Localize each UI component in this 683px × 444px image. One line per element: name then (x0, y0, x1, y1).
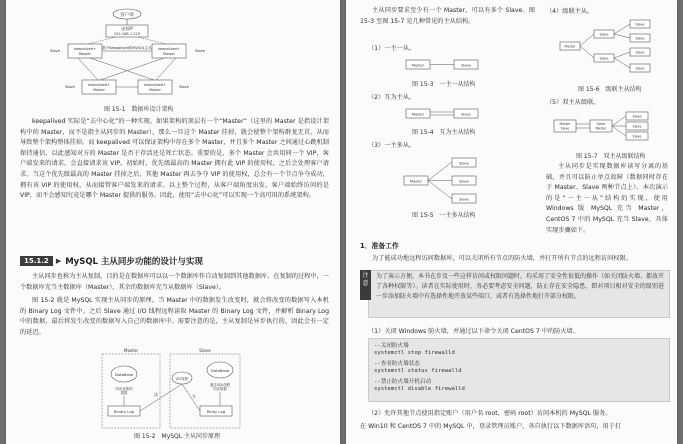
fig2-master-title: Master (123, 348, 139, 353)
svg-text:Slave: Slave (632, 124, 642, 129)
svg-text:Slave: Slave (599, 32, 609, 37)
fig1-vip-label: 虚拟IP (121, 26, 133, 31)
item-mutual-master-slave: （2）互为主从。 (368, 94, 416, 101)
svg-text:Slave: Slave (632, 134, 642, 139)
svg-text:Slave: Slave (65, 85, 75, 89)
svg-text:Master: Master (564, 44, 576, 49)
svg-text:Slave: Slave (599, 56, 609, 61)
fig2-slave-title: Slave (199, 348, 211, 353)
fig4-caption: 图 15-4 互为主从结构 (412, 129, 476, 136)
prep-text: 为了能成功地远程访问数据库，可以关闭所有节点的防火墙，并打开所有节点的远程访问权限。 (372, 255, 632, 262)
svg-text:Slave: Slave (195, 49, 205, 53)
item-dual-master-cascade: （5）双主从级联。 (546, 99, 600, 106)
svg-text:Slave: Slave (632, 114, 642, 119)
figure-15-5 (346, 152, 536, 212)
svg-text:Slave: Slave (596, 122, 606, 126)
svg-text:通过SQL线程: 通过SQL线程 (209, 383, 231, 387)
fig1-vip-addr: 192.168.1.220 (113, 32, 141, 36)
left-para-sync-principle: 图 15-2 就是 MySQL 实现主从同步的原理。当 Master 中的数据发生改变时，就会将改变的数据写入本机的 Binary Log 文件中。之后 Slave 通过 I/O 线程远程读取 Master 的 Binary Log 文件，并解析 Binary Log 中的数据，最后将发生改变的数据写入自己的数据库中。需要注意的是，主从复制是异步执行的，因此会有一定的延迟。 (20, 297, 329, 336)
svg-text:I/O线程: I/O线程 (175, 377, 189, 381)
fig2-read-label: 读 (154, 392, 158, 397)
code-line: --查看防火墙状态 (374, 361, 420, 367)
svg-text:Slave: Slave (635, 36, 645, 41)
svg-text:Master: Master (595, 126, 607, 131)
item-cascade-master-slave: （4）级联主从。 (546, 8, 594, 15)
fig3-caption: 图 15-3 一主一从结构 (412, 81, 476, 88)
svg-text:keepalived+: keepalived+ (144, 83, 166, 87)
right-page (346, 0, 677, 444)
fig1-slave-b (138, 80, 172, 94)
section-arrow-icon: ▶ (55, 256, 62, 265)
svg-text:keepalived+: keepalived+ (74, 47, 96, 51)
code-line: --关闭防火墙 (374, 343, 409, 349)
fig1-master-b (152, 44, 186, 58)
fig2-caption: 图 15-2 MySQL 主从同步原理 (134, 433, 221, 440)
svg-text:Slave: Slave (461, 112, 471, 117)
item-one-master-multi-slave: （3）一主多从。 (368, 142, 416, 149)
svg-text:Master: Master (409, 179, 423, 184)
svg-text:Slave: Slave (459, 179, 469, 184)
right-para-intro: 主从同步要求至少有一个 Master，可以有多个 Slave。图 15-3 至图 15-7 是几种常见的主从结构。 (360, 7, 535, 25)
fig7-caption: 图 15-7 双主从级联结构 (576, 153, 646, 160)
step-close-firewall: （1）关闭 Windows 防火墙，并通过以下命令关闭 CentOS 7 中的防火墙。 (368, 328, 579, 335)
svg-text:数据: 数据 (120, 391, 128, 395)
fig1-vip-node (106, 25, 148, 37)
left-page (6, 0, 340, 444)
svg-text:Master: Master (163, 52, 175, 56)
fig1-caption: 图 15-1 数据库设计架构 (104, 106, 174, 113)
fig2-master-binlog (108, 406, 140, 416)
svg-text:Slave: Slave (179, 85, 189, 89)
svg-text:Master: Master (559, 122, 571, 126)
step-allow-remote-access-cont: 在 Win10 和 CentOS 7 中的 MySQL 中，登录管理员账户，各自执行以下数据库语句，用于打 (360, 423, 622, 430)
svg-text:keepalived+: keepalived+ (158, 47, 180, 51)
svg-text:同步数据: 同步数据 (213, 387, 227, 391)
svg-text:Slave: Slave (459, 161, 469, 166)
svg-text:同步更新的: 同步更新的 (115, 387, 133, 391)
figure-15-1 (6, 0, 340, 105)
left-para-sync-intro: 主从同步也称为主从复制，目的是在数据库可以以一个数据库作自动复制到其他数据库。在复制的过程中，一个数据库充当主数据库（Master），其余的数据库充当从数据库（Slave）。 (20, 273, 329, 291)
fig2-relay-log (200, 406, 232, 416)
section-title: MySQL 主从同步功能的设计与实现 (65, 256, 203, 267)
note-text: 为了演示方便，本书在步及一些这样访问或权限问题时，均采用了安全性很低的操作（如关闭防火墙、都放开了各种权限等）。读者在实际使用时，务必要考虑安全问题，防止存在安全隐患，即对项目相对安全的级别进一步添加防火墙中有选择性地开放某些端口，或者有选择性地打开部分权限。 (376, 273, 665, 300)
item-one-master-one-slave: （1）一主一从。 (368, 45, 416, 52)
fig1-slave-a (82, 80, 116, 94)
svg-text:Slave: Slave (560, 126, 570, 131)
left-para-keepalived: keepalived 实际是“去中心化”的一种实现。如果架构的顶层有一个“Master”（这里的 Master 是指设计架构中的 Master，而不是指主从同步的 Master），那么一旦这个 Master 挂掉，就会使整个架构群龙无首，从而导致整个架构整体挂掉。而 keepalived 可以保证架构中存在多个 Master，并且多个 Master 之间通过心跳机制保持通信，以此感知对方的 Master 是否于存活还是死亡状态。重要的是，多个 Master 会共用同一个 VIP，客户端发来的请求，会直接请求该 VIP。初始时，优先级最高的 Master 拥有此 VIP 的使用权，之后会处理客户请求。当这个优先级最高的 Master 挂掉之后，其他 Master 再去争夺 VIP 的使用权，总会有一个节点争夺成功，拥有该 VIP 的使用权，从而接管客户端发来的请求。以上整个过程，从客户端角度出发，客户端始终访问的是 VIP，而不会感知究竟是哪个 Master 提供的服务。因此，使用“去中心化”可以实现一个高可用的系统架构。 (20, 118, 329, 200)
svg-text:Slave: Slave (635, 22, 645, 27)
code-line: systemctl stop firewalld (374, 350, 455, 356)
fig1-mysql-label: 基于Keepalived的MySQL主从 (101, 46, 153, 50)
svg-text:DataBase: DataBase (210, 368, 230, 373)
note-tag: 注意 (360, 270, 371, 300)
fig2-slave-database (207, 362, 233, 378)
svg-text:Slave: Slave (635, 50, 645, 55)
section-number: 15.1.2 (20, 256, 53, 266)
svg-text:Relay Log: Relay Log (206, 409, 226, 414)
fig1-client-label: 客户端 (120, 13, 134, 18)
svg-text:Master: Master (411, 112, 425, 117)
figure-15-2 (6, 348, 340, 438)
svg-text:Master: Master (93, 88, 105, 92)
svg-text:Master: Master (79, 52, 91, 56)
prep-title: 1．准备工作 (360, 242, 399, 250)
fig6-caption: 图 15-6 级联主从结构 (578, 86, 642, 93)
svg-text:Slave: Slave (461, 63, 471, 68)
code-line: --禁止防火墙开机启动 (374, 379, 432, 385)
svg-text:DataBase: DataBase (114, 372, 134, 377)
svg-text:Binary Log: Binary Log (113, 409, 135, 414)
svg-text:Slave: Slave (50, 49, 60, 53)
figure-15-7 (546, 108, 676, 148)
fig2-write-label: 写 (192, 394, 196, 399)
code-line: systemctl disable firewalld (374, 386, 465, 392)
fig2-io-thread (172, 372, 192, 384)
svg-text:Master: Master (149, 88, 161, 92)
figure-15-6 (546, 16, 676, 86)
fig1-client-node (113, 9, 141, 19)
svg-text:Master: Master (411, 63, 425, 68)
svg-text:Slave: Slave (459, 197, 469, 202)
step-allow-remote-access: （2）允许其他节点使用指定账户（用户名 root，密码 root）访问本机的 MySQL 服务。 (368, 410, 612, 417)
right-para-read-write-split: 主从同步是实现数据库读写分离的基础，并且可以防止单点故障（数据同时存在于 Master、Slave 两种节点上）。本次演示的是“一主一从”结构的实现，使用 Windows 版 MySQL 充当 Master，CentOS 7 中的 MySQL 充当 Slave，具体实现步骤如下。 (546, 163, 668, 234)
svg-text:keepalived+: keepalived+ (88, 83, 110, 87)
code-line: systemctl status firewalld (374, 368, 462, 374)
section-heading (20, 254, 203, 267)
fig5-caption: 图 15-5 一主多从结构 (412, 212, 476, 219)
fig1-master-a (68, 44, 102, 58)
svg-text:Slave: Slave (635, 66, 645, 71)
fig2-master-database (111, 366, 137, 382)
